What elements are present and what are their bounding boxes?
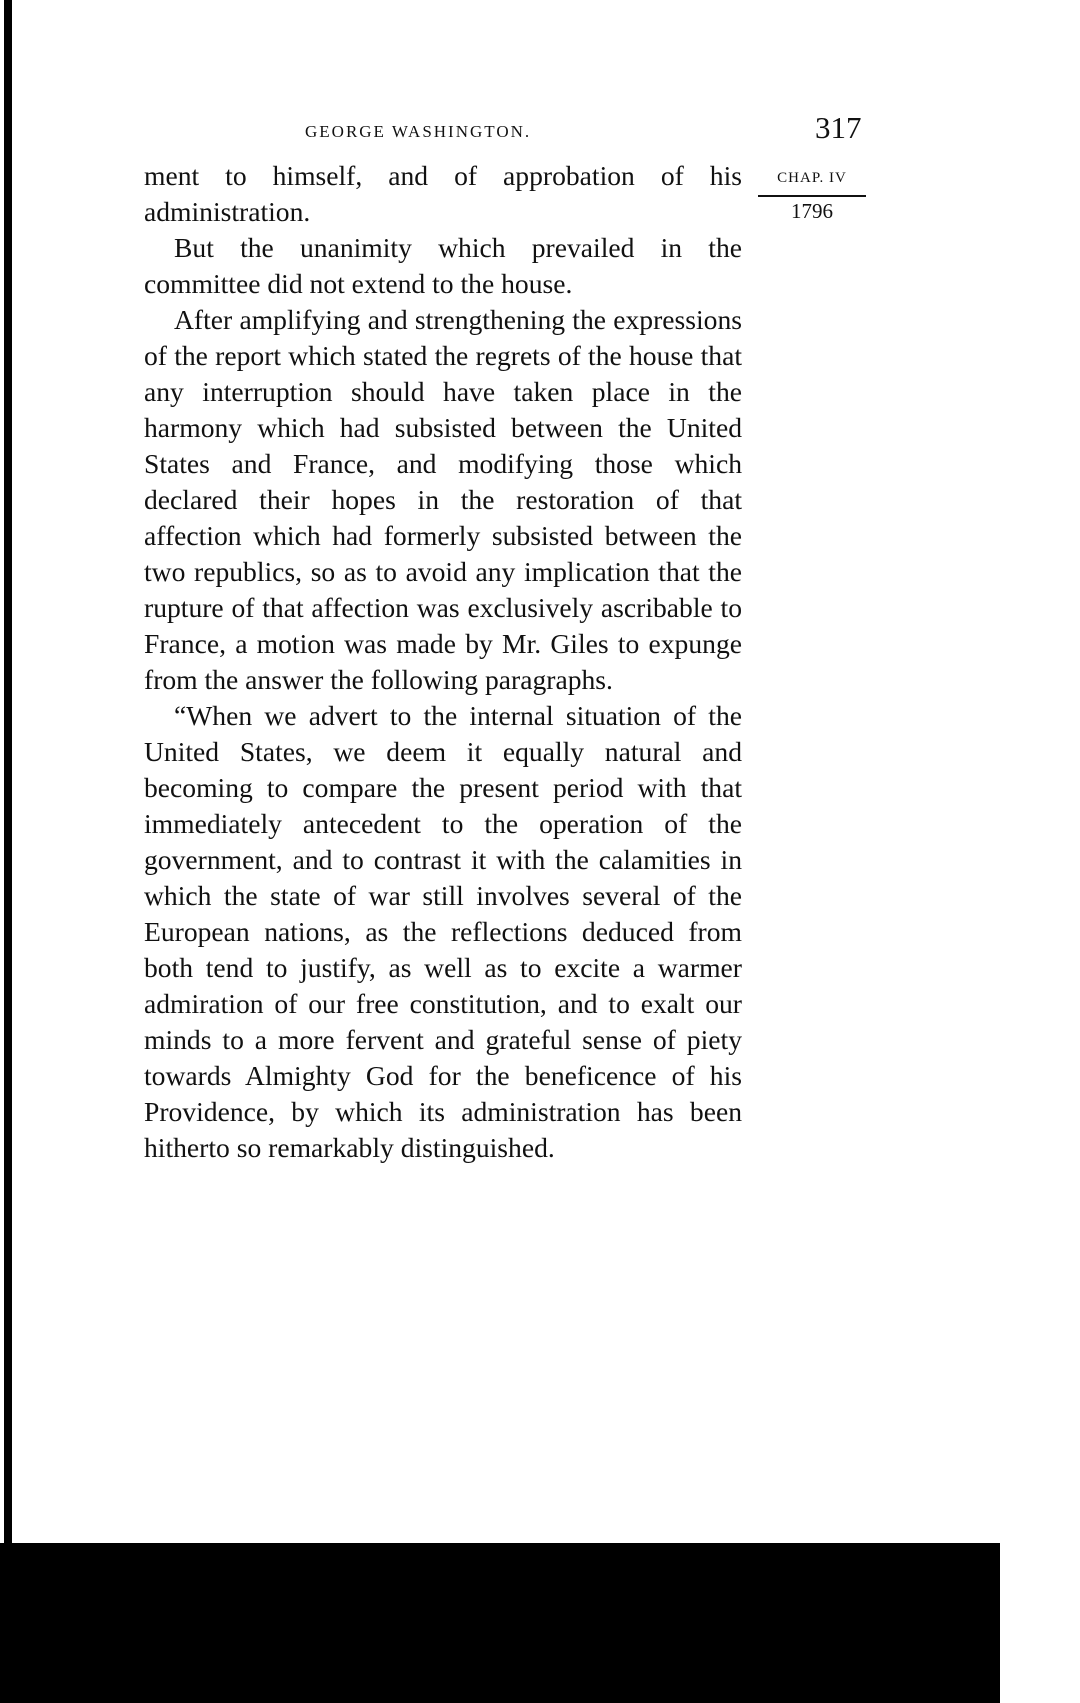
margin-note [758,170,866,224]
year-label: 1796 [791,199,833,223]
paragraph: But the unanimity which prevailed in the committee did not extend to the house. [144,232,742,299]
book-spine-shadow [4,0,12,1545]
paragraph: After amplifying and strengthening the expressions of the report which stated the regrets of the house that any interruption should have taken place in the harmony which had subsisted between the United States and France, and modifying those which declared their hopes in the restoration of that affection which had formerly subsisted between the two republics, so as to avoid any implication that the rupture of that affection was exclusively ascribable to France, a motion was made by Mr. Giles to expunge from the answer the following paragraphs. [144,304,742,695]
page-number: 317 [815,110,862,145]
paragraph: ment to himself, and of approbation of his administration. [144,160,742,227]
body-text [144,158,742,1166]
scan-bottom-edge [0,1543,1000,1703]
chapter-label: CHAP. IV [758,170,866,197]
paragraph: “When we advert to the internal situation of the United States, we deem it equally natural and becoming to compare the present period with that immediately antecedent to the operation of the government, and to contrast it with the calamities in which the state of war still involves several of the European nations, as the reflections deduced from both tend to justify, as well as to excite a warmer admiration of our free constitution, and to exalt our minds to a more fervent and grateful sense of piety towards Almighty God for the beneficence of his Providence, by which its administration has been hitherto so remarkably distinguished. [144,700,742,1163]
running-title: GEORGE WASHINGTON. [305,122,532,141]
